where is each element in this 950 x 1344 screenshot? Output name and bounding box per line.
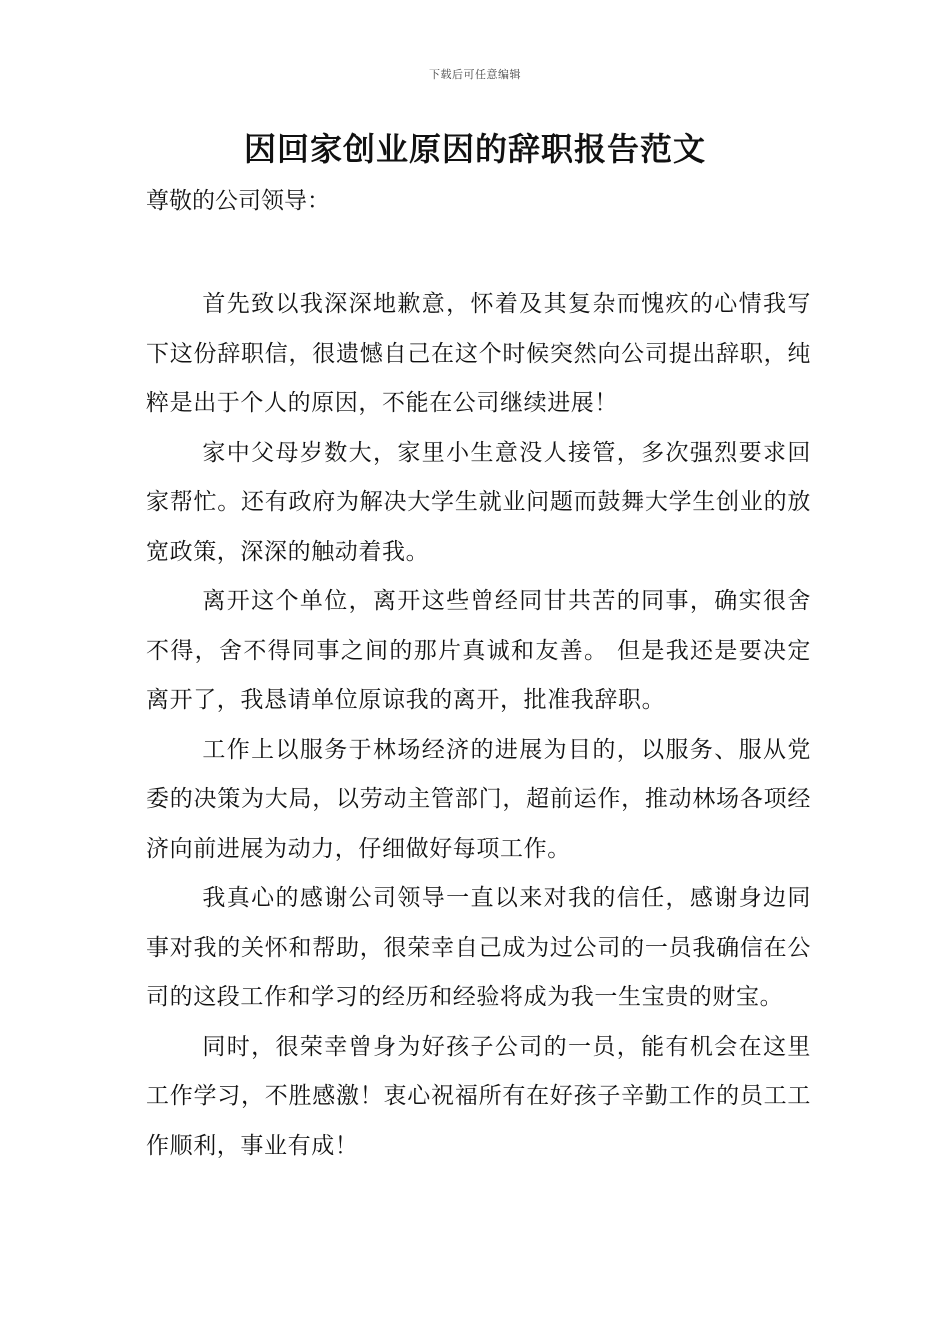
paragraph-leaving: 离开这个单位，离开这些曾经同甘共苦的同事，确实很舍不得，舍不得同事之间的那片真诚和友善。 但是我还是要决定离开了，我恳请单位原谅我的离开，批准我辞职。 — [146, 588, 811, 713]
paragraph-gratitude: 我真心的感谢公司领导一直以来对我的信任，感谢身边同事对我的关怀和帮助，很荣幸自己成为过公司的一员我确信在公司的这段工作和学习的经历和经验将成为我一生宝贵的财宝。 — [146, 885, 811, 1010]
header-note: 下载后可任意编辑 — [429, 68, 521, 81]
document-body — [146, 280, 811, 1171]
salutation: 尊敬的公司领导： — [146, 188, 330, 214]
paragraph-closing-wishes: 同时，很荣幸曾身为好孩子公司的一员，能有机会在这里工作学习，不胜感激！衷心祝福所有在好孩子辛勤工作的员工工作顺利，事业有成！ — [146, 1033, 811, 1159]
paragraph-work-goals: 工作上以服务于林场经济的进展为目的，以服务、服从党委的决策为大局，以劳动主管部门，超前运作，推动林场各项经济向前进展为动力，仔细做好每项工作。 — [146, 736, 811, 862]
paragraph-family-reason: 家中父母岁数大，家里小生意没人接管，多次强烈要求回家帮忙。还有政府为解决大学生就业问题而鼓舞大学生创业的放宽政策，深深的触动着我。 — [146, 439, 811, 565]
paragraph-apology: 首先致以我深深地歉意，怀着及其复杂而愧疚的心情我写下这份辞职信，很遗憾自己在这个时候突然向公司提出辞职，纯粹是出于个人的原因，不能在公司继续进展！ — [146, 291, 811, 416]
document-title: 因回家创业原因的辞职报告范文 — [243, 130, 706, 168]
